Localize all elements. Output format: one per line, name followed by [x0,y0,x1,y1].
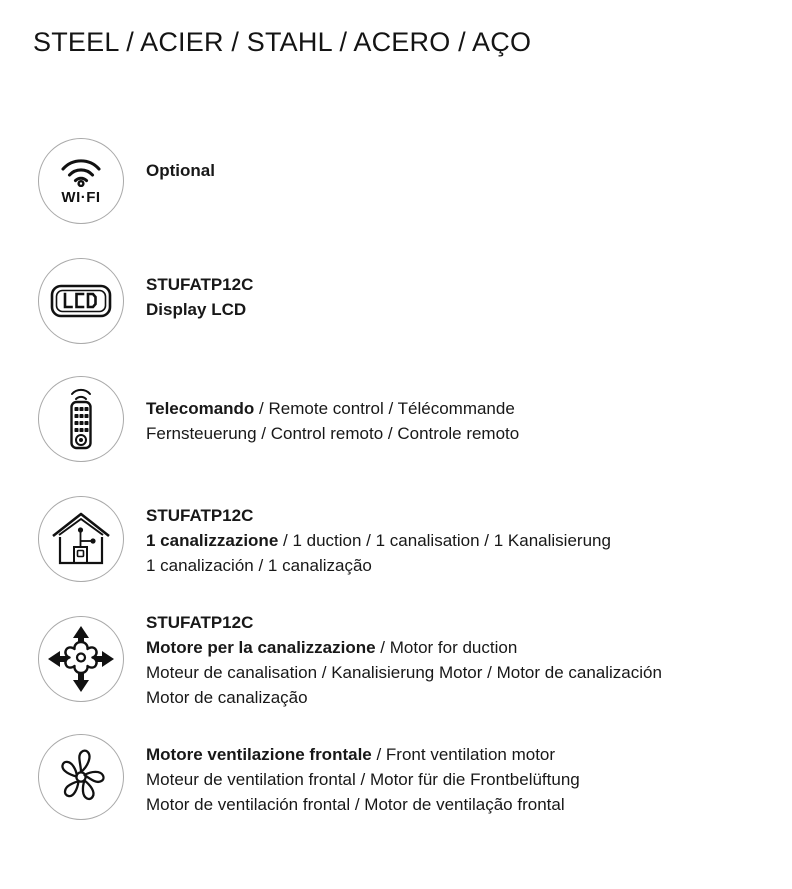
remote-text-block [124,376,792,446]
line-bold: 1 canalizzazione [146,531,279,550]
line-bold: Telecomando [146,399,255,418]
house-duct-icon [50,511,112,567]
text-line [146,553,792,578]
feature-row-remote [0,376,792,494]
text-line [146,685,792,710]
feature-row-duction [0,494,792,608]
line-rest: Fernsteuerung / Control remoto / Controle remoto [146,424,520,443]
line-rest: / 1 duction / 1 canalisation / 1 Kanalisierung [278,531,611,550]
feature-row-duct-motor [0,608,792,730]
text-line [146,742,792,767]
line-rest: / Remote control / Télécommande [254,399,515,418]
line-bold: STUFATP12C [146,506,254,525]
wifi-label: WI·FI [61,189,101,206]
text-line [146,272,792,297]
line-rest: Motor de canalização [146,688,308,707]
remote-badge [38,376,124,462]
text-line [146,767,792,792]
feature-row-wifi [0,138,792,258]
feature-row-front-fan [0,730,792,840]
wifi-badge [38,138,124,224]
wifi-inner [59,157,103,205]
remote-control-icon [58,386,104,452]
line-bold: Motore per la canalizzazione [146,638,376,657]
text-line [146,396,792,421]
line-rest: Moteur de ventilation frontal / Motor für die Frontbelüftung [146,770,580,789]
line-bold: Motore ventilazione frontale [146,745,372,764]
line-bold: STUFATP12C [146,613,254,632]
feature-row-lcd [0,258,792,376]
wifi-icon [59,157,103,187]
duction-text-block [124,494,792,578]
text-line [146,660,792,685]
text-line [146,297,792,322]
text-line [146,421,792,446]
lcd-badge [38,258,124,344]
duct-motor-text-block [124,608,792,710]
line-rest: / Motor for duction [375,638,518,657]
duct-motor-badge [38,616,124,702]
text-line [146,792,792,817]
line-rest: Motor de ventilación frontal / Motor de ventilação frontal [146,795,565,814]
text-line [146,158,792,183]
page-title: STEEL / ACIER / STAHL / ACERO / AÇO [33,27,532,57]
front-fan-icon [50,746,112,808]
front-fan-badge [38,734,124,820]
duct-motor-icon [46,624,116,694]
text-line [146,528,792,553]
front-fan-text-block [124,730,792,817]
text-line [146,610,792,635]
lcd-text-block [124,258,792,322]
text-line [146,635,792,660]
line-rest: 1 canalización / 1 canalização [146,556,372,575]
feature-list [0,138,792,840]
line-rest: Moteur de canalisation / Kanalisierung Motor / Motor de canalización [146,663,662,682]
duction-badge [38,496,124,582]
line-bold: Optional [146,161,215,180]
wifi-text-block [124,138,792,183]
text-line [146,503,792,528]
line-bold: STUFATP12C [146,275,254,294]
line-rest: / Front ventilation motor [371,745,556,764]
lcd-display-icon [50,284,112,318]
line-bold: Display LCD [146,300,247,319]
